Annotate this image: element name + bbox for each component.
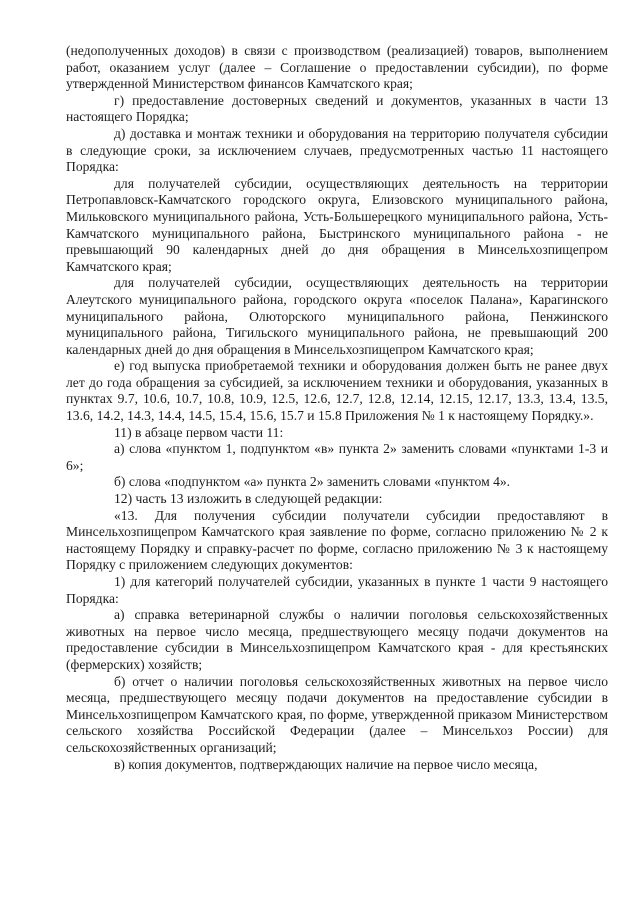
paragraph-doc-b: б) отчет о наличии поголовья сельскохозяйственных животных на первое число месяца, предшествующего месяцу подачи документов на предоставление субсидии в Минсельхозпищепром Камчатского края, по форме, утвержденной приказом Министерством сельского хозяйства Российской Федерации (далее – Минсельхоз России) для сельскохозяйственных организаций; [66, 673, 608, 755]
paragraph-category-1: 1) для категорий получателей субсидии, указанных в пункте 1 части 9 настоящего Порядка: [66, 574, 608, 606]
paragraph-term-200-days: для получателей субсидии, осуществляющих деятельность на территории Алеутского муниципального района, городского округа «поселок Палана», Карагинского муниципального района, Олюторского муниципального района, Пенжинского муниципального района, Тигильского муниципального района, не превышающий 200 календарных дней до дня обращения в Минсельхозпищепром Камчатского края; [66, 275, 608, 357]
paragraph-part-13: «13. Для получения субсидии получатели субсидии предоставляют в Минсельхозпищепром Камчатского края заявление по форме, согласно приложению № 2 к настоящему Порядку и справку-расчет по форме, согласно приложению № 3 к настоящему Порядку с приложением следующих документов: [66, 507, 608, 573]
paragraph-item-d: д) доставка и монтаж техники и оборудования на территорию получателя субсидии в следующие сроки, за исключением случаев, предусмотренных частью 11 настоящего Порядка: [66, 125, 608, 175]
paragraph-continuation: (недополученных доходов) в связи с производством (реализацией) товаров, выполнением работ, оказанием услуг (далее – Соглашение о предоставлении субсидии), по форме утвержденной Министерством финансов Камчатского края; [66, 43, 608, 92]
paragraph-item-e: е) год выпуска приобретаемой техники и оборудования должен быть не ранее двух лет до года обращения за субсидией, за исключением техники и оборудования, указанных в пунктах 9.7, 10.6, 10.7, 10.8, 10.9, 12.5, 12.6, 12.7, 12.8, 12.14, 12.15, 12.17, 13.3, 13.4, 13.5, 13.6, 14.2, 14.3, 14.4, 14.5, 15.4, 15.6, 15.7 и 15.8 Приложения № 1 к настоящему Порядку.». [66, 358, 608, 424]
paragraph-item-g: г) предоставление достоверных сведений и документов, указанных в части 13 настоящего Порядка; [66, 92, 608, 125]
paragraph-point-11: 11) в абзаце первом части 11: [114, 424, 284, 440]
paragraph-subitem-b: б) слова «подпунктом «а» пункта 2» заменить словами «пунктом 4». [114, 474, 511, 490]
paragraph-subitem-a: а) слова «пунктом 1, подпунктом «в» пункта 2» заменить словами «пунктами 1-3 и 6»; [66, 441, 608, 473]
paragraph-doc-v: в) копия документов, подтверждающих наличие на первое число месяца, [114, 756, 538, 772]
paragraph-term-90-days: для получателей субсидии, осуществляющих деятельность на территории Петропавловск-Камчатского городского округа, Елизовского муниципального района, Мильковского муниципального района, Усть-Большерецкого муниципального района, Усть-Камчатского муниципального района, Быстринского муниципального района - не превышающий 90 календарных дней до дня обращения в Минсельхозпищепром Камчатского края; [66, 175, 608, 274]
paragraph-point-12: 12) часть 13 изложить в следующей редакции: [114, 491, 383, 507]
paragraph-doc-a: а) справка ветеринарной службы о наличии поголовья сельскохозяйственных животных на первое число месяца, предшествующего месяцу подачи документов на предоставление субсидии в Минсельхозпищепром Камчатского края - для крестьянских (фермерских) хозяйств; [66, 607, 608, 672]
